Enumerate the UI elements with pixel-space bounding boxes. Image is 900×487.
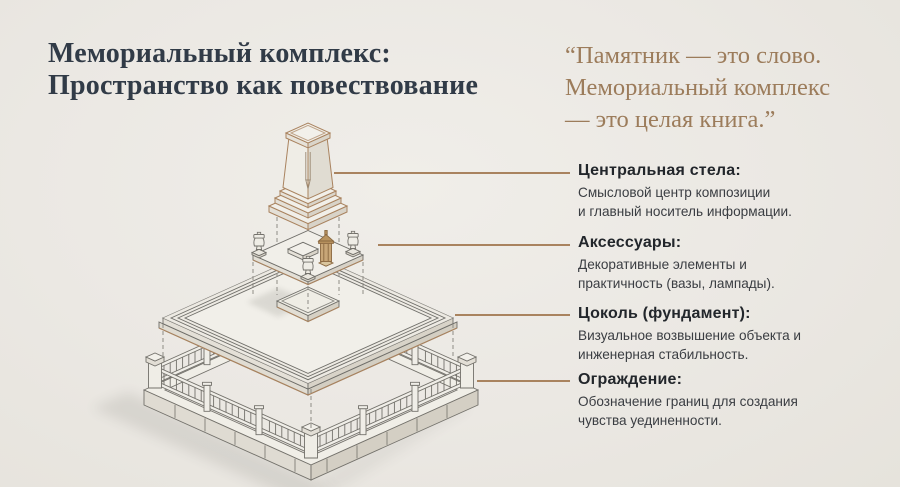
callout-stela xyxy=(578,162,878,221)
callout-fence xyxy=(578,371,878,430)
callout-heading: Ограждение: xyxy=(578,371,683,388)
page-title-line1: Мемориальный комплекс: xyxy=(48,38,391,69)
callout-plinth xyxy=(578,305,878,364)
callout-body-line: чувства уединенности. xyxy=(578,413,722,429)
central-stela xyxy=(269,123,347,230)
callout-body-line: инженерная стабильность. xyxy=(578,347,749,363)
callout-body-line: практичность (вазы, лампады). xyxy=(578,276,775,292)
vase-icon xyxy=(346,231,360,257)
callout-body-line: и главный носитель информации. xyxy=(578,204,792,220)
callout-body-line: Смысловой центр композиции xyxy=(578,185,771,200)
quote-line3: — это целая книга.” xyxy=(565,105,776,133)
callout-line-stela xyxy=(334,172,570,174)
vase-icon xyxy=(301,256,315,282)
epigraph-quote xyxy=(565,40,877,136)
callout-heading: Центральная стела: xyxy=(578,162,741,179)
callout-accessories xyxy=(578,234,878,293)
callout-body-line: Декоративные элементы и xyxy=(578,257,747,272)
quote-line1: “Памятник — это слово. xyxy=(565,42,822,69)
page-title xyxy=(48,38,568,103)
callout-line-fence xyxy=(477,380,570,382)
callout-body-line: Визуальное возвышение объекта и xyxy=(578,328,802,343)
vase-icon xyxy=(252,232,266,258)
quote-line2: Мемориальный комплекс xyxy=(565,73,831,101)
callout-heading: Цоколь (фундамент): xyxy=(578,305,751,322)
callout-heading: Аксессуары: xyxy=(578,234,682,251)
callout-line-accessories xyxy=(378,244,570,246)
page-title-line2: Пространство как повествование xyxy=(48,70,479,102)
callout-line-plinth xyxy=(455,314,570,316)
callout-body-line: Обозначение границ для создания xyxy=(578,394,798,409)
